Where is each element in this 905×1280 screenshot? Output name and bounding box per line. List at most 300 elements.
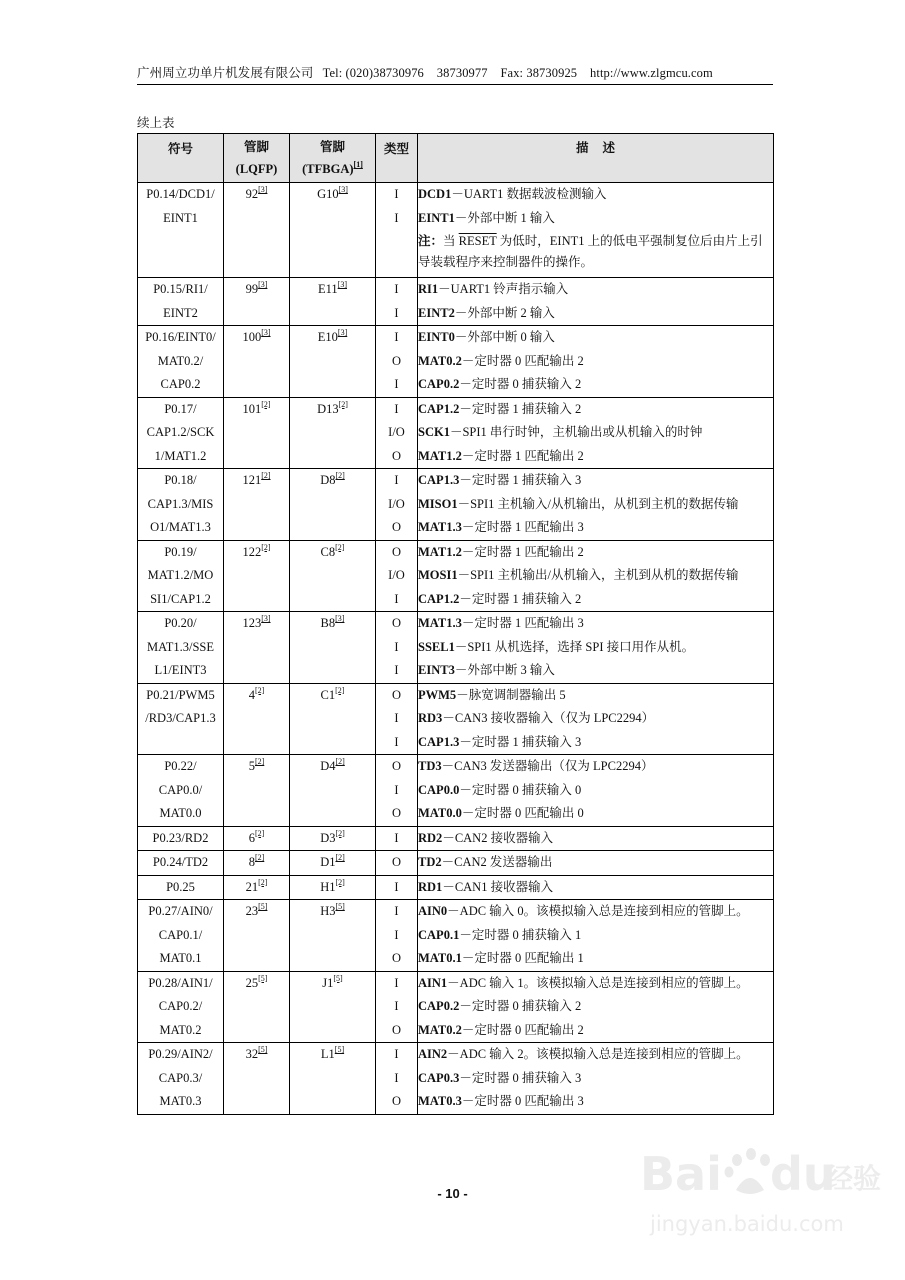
type-line: I bbox=[394, 711, 399, 725]
symbol-line: CAP1.3/MIS bbox=[147, 496, 214, 511]
cell-pin-tfbga bbox=[290, 397, 376, 469]
pin-lqfp-line bbox=[224, 755, 289, 779]
cell-pin-lqfp bbox=[224, 851, 290, 876]
description-line bbox=[418, 564, 773, 588]
type-line: O bbox=[391, 1094, 402, 1108]
signal-description: －定时器 1 捕获输入 3 bbox=[459, 734, 582, 749]
symbol-line: P0.21/PWM5 bbox=[146, 687, 215, 702]
cell-symbol bbox=[138, 469, 224, 541]
description-line bbox=[418, 302, 773, 326]
footnote-ref: [2] bbox=[254, 853, 265, 862]
description-line bbox=[418, 1043, 773, 1067]
header-pin-tfbga: 管脚 (TFBGA)[1] bbox=[290, 134, 376, 183]
pin-tfbga: L1 bbox=[320, 1047, 335, 1061]
signal-name: SCK1 bbox=[418, 425, 450, 439]
type-line: I bbox=[394, 187, 399, 201]
type-line: I/O bbox=[388, 568, 405, 582]
cell-pin-lqfp bbox=[224, 612, 290, 684]
cell-description bbox=[418, 1043, 774, 1115]
continued-label: 续上表 bbox=[137, 115, 175, 130]
description-line bbox=[418, 827, 773, 851]
cell-pin-lqfp bbox=[224, 540, 290, 612]
signal-name: AIN0 bbox=[418, 904, 448, 918]
type-line: I bbox=[394, 663, 399, 677]
signal-description: －外部中断 1 输入 bbox=[454, 210, 555, 225]
cell-description bbox=[418, 397, 774, 469]
symbol-line: P0.27/AIN0/ bbox=[148, 904, 213, 918]
table-row bbox=[138, 826, 774, 851]
footnote-ref: [2] bbox=[254, 757, 265, 766]
signal-description: －SPI1 串行时钟，主机输出或从机输入的时钟 bbox=[449, 425, 703, 439]
symbol-line: P0.23/RD2 bbox=[152, 830, 209, 845]
signal-name: MAT0.2 bbox=[418, 353, 462, 368]
type-line: O bbox=[391, 855, 402, 869]
pin-lqfp-line bbox=[224, 278, 289, 302]
table-row bbox=[138, 183, 774, 278]
cell-description bbox=[418, 469, 774, 541]
table-row bbox=[138, 397, 774, 469]
pin-tfbga-line bbox=[290, 900, 375, 924]
signal-name: MAT0.0 bbox=[418, 806, 462, 820]
cell-pin-lqfp bbox=[224, 326, 290, 398]
cell-pin-tfbga bbox=[290, 278, 376, 326]
symbol-line: /RD3/CAP1.3 bbox=[145, 711, 216, 725]
signal-name: MAT1.3 bbox=[418, 616, 462, 630]
pin-lqfp: 23 bbox=[245, 904, 259, 918]
cell-description bbox=[418, 971, 774, 1043]
signal-description: －CAN3 发送器输出（仅为 LPC2294） bbox=[441, 759, 654, 773]
signal-name: CAP1.3 bbox=[418, 473, 460, 487]
cell-pin-lqfp bbox=[224, 397, 290, 469]
cell-type bbox=[376, 1043, 418, 1115]
description-line bbox=[418, 755, 773, 779]
table-header-row bbox=[138, 134, 774, 183]
footnote-ref: [5] bbox=[258, 973, 268, 983]
type-line: I bbox=[394, 639, 399, 654]
watermark-logo bbox=[640, 1140, 890, 1216]
signal-name: MAT1.2 bbox=[418, 544, 462, 559]
footnote-ref: [2] bbox=[254, 685, 265, 695]
cell-pin-lqfp bbox=[224, 683, 290, 755]
cell-symbol bbox=[138, 875, 224, 900]
footnote-ref: [3] bbox=[258, 185, 268, 194]
cell-type bbox=[376, 612, 418, 684]
symbol-line: MAT0.2/ bbox=[157, 353, 204, 368]
footnote-ref: [2] bbox=[335, 853, 345, 862]
page-header bbox=[137, 63, 773, 83]
table-row bbox=[138, 612, 774, 684]
symbol-line: MAT0.0 bbox=[159, 806, 202, 820]
footnote-ref: [3] bbox=[261, 614, 271, 623]
footnote-ref: [2] bbox=[258, 877, 268, 887]
signal-description: －外部中断 0 输入 bbox=[454, 330, 555, 344]
signal-description: －定时器 0 匹配输出 0 bbox=[461, 806, 584, 820]
cell-symbol bbox=[138, 851, 224, 876]
note-label: 注： bbox=[418, 234, 444, 248]
signal-name: CAP0.0 bbox=[418, 782, 460, 797]
description-line bbox=[418, 326, 773, 350]
pin-tfbga-line bbox=[290, 755, 375, 779]
type-line: I bbox=[394, 401, 399, 416]
type-line: I bbox=[394, 1070, 399, 1085]
signal-name: CAP0.1 bbox=[418, 927, 460, 942]
type-line: I bbox=[394, 473, 399, 487]
pin-tfbga-line bbox=[290, 827, 375, 851]
description-line bbox=[418, 995, 773, 1019]
signal-description: －SPI1 从机选择，选择 SPI 接口用作从机。 bbox=[454, 639, 695, 654]
type-line: O bbox=[391, 448, 402, 463]
description-line bbox=[418, 1067, 773, 1091]
footnote-ref: [5] bbox=[333, 973, 343, 983]
signal-description: －定时器 1 匹配输出 2 bbox=[461, 544, 584, 559]
symbol-line: MAT0.1 bbox=[159, 951, 202, 965]
cell-pin-tfbga bbox=[290, 469, 376, 541]
table-body bbox=[138, 183, 774, 1115]
table-row bbox=[138, 851, 774, 876]
pin-lqfp: 101 bbox=[242, 401, 262, 416]
cell-type bbox=[376, 875, 418, 900]
symbol-line: MAT0.3 bbox=[159, 1094, 202, 1108]
pin-tfbga: C1 bbox=[320, 687, 336, 702]
description-line bbox=[418, 398, 773, 422]
symbol-line: CAP0.0/ bbox=[158, 782, 203, 797]
footnote-ref: [5] bbox=[258, 902, 268, 911]
footnote-ref: [3] bbox=[335, 614, 345, 623]
pin-tfbga-line bbox=[290, 851, 375, 875]
pin-lqfp-line bbox=[224, 851, 289, 875]
note-text-pre: 当 bbox=[443, 234, 459, 248]
signal-description: －UART1 铃声指示输入 bbox=[438, 282, 569, 296]
pin-lqfp: 123 bbox=[242, 616, 262, 630]
cell-type bbox=[376, 971, 418, 1043]
cell-pin-tfbga bbox=[290, 612, 376, 684]
description-line bbox=[418, 373, 773, 397]
symbol-line: MAT1.2/MO bbox=[147, 568, 214, 582]
cell-pin-tfbga bbox=[290, 326, 376, 398]
signal-name: RD1 bbox=[418, 879, 443, 894]
header-desc: 描述 bbox=[418, 134, 774, 183]
cell-symbol bbox=[138, 397, 224, 469]
cell-pin-lqfp bbox=[224, 278, 290, 326]
page-number: - 10 - bbox=[437, 1186, 468, 1201]
description-line bbox=[418, 707, 773, 731]
pin-lqfp: 4 bbox=[248, 687, 255, 702]
pin-lqfp-line bbox=[224, 827, 289, 851]
pin-tfbga: D4 bbox=[320, 759, 336, 773]
table-row bbox=[138, 278, 774, 326]
footnote-ref: [5] bbox=[258, 1045, 268, 1054]
cell-pin-tfbga bbox=[290, 826, 376, 851]
cell-type bbox=[376, 851, 418, 876]
pin-tfbga: J1 bbox=[322, 975, 334, 990]
type-line: I bbox=[394, 330, 399, 344]
signal-description: －定时器 0 匹配输出 3 bbox=[461, 1094, 584, 1108]
footnote-ref: [2] bbox=[261, 471, 271, 480]
signal-name: PWM5 bbox=[418, 687, 457, 702]
description-line bbox=[418, 636, 773, 660]
header-company: 广州周立功单片机发展有限公司 bbox=[137, 66, 314, 80]
footnote-ref: [2] bbox=[335, 542, 345, 552]
signal-name: CAP0.2 bbox=[418, 999, 460, 1013]
type-line: I bbox=[394, 782, 399, 797]
type-line: I bbox=[394, 879, 399, 894]
footnote-ref: [2] bbox=[261, 399, 271, 409]
description-line bbox=[418, 278, 773, 302]
signal-name: SSEL1 bbox=[418, 639, 455, 654]
symbol-line: MAT0.2 bbox=[159, 1022, 202, 1037]
cell-description bbox=[418, 851, 774, 876]
symbol-line: P0.20/ bbox=[164, 616, 197, 630]
signal-name: CAP0.2 bbox=[418, 377, 460, 391]
cell-description bbox=[418, 183, 774, 278]
signal-description: －定时器 0 捕获输入 0 bbox=[459, 782, 582, 797]
cell-type bbox=[376, 900, 418, 972]
description-line bbox=[418, 851, 773, 875]
cell-description bbox=[418, 755, 774, 827]
pin-tfbga: D3 bbox=[320, 830, 336, 845]
cell-pin-tfbga bbox=[290, 875, 376, 900]
table-row bbox=[138, 900, 774, 972]
svg-text:Bai: Bai bbox=[640, 1147, 722, 1201]
pin-lqfp-line bbox=[224, 972, 289, 996]
signal-name: CAP1.2 bbox=[418, 591, 460, 606]
pin-lqfp: 122 bbox=[242, 544, 262, 559]
footnote-ref: [1] bbox=[353, 160, 363, 169]
signal-description: －定时器 1 匹配输出 2 bbox=[461, 448, 584, 463]
watermark-logo-graphic bbox=[640, 1140, 890, 1204]
cell-pin-tfbga bbox=[290, 1043, 376, 1115]
type-line: I bbox=[394, 999, 399, 1013]
pin-lqfp: 8 bbox=[248, 855, 255, 869]
pin-tfbga-line bbox=[290, 398, 375, 422]
type-line: I bbox=[394, 282, 399, 296]
header-type: 类型 bbox=[376, 134, 418, 183]
type-line: O bbox=[391, 520, 402, 534]
pin-tfbga: E11 bbox=[318, 282, 338, 296]
signal-description: －ADC 输入 2。该模拟输入总是连接到相应的管脚上。 bbox=[447, 1047, 749, 1061]
signal-description: －ADC 输入 0。该模拟输入总是连接到相应的管脚上。 bbox=[447, 904, 749, 918]
type-line: I bbox=[394, 830, 399, 845]
signal-description: －定时器 0 捕获输入 3 bbox=[459, 1070, 582, 1085]
cell-description bbox=[418, 612, 774, 684]
cell-pin-lqfp bbox=[224, 875, 290, 900]
type-line: I/O bbox=[388, 496, 405, 511]
type-line: I bbox=[394, 1047, 399, 1061]
note-text-post: 为低时，EINT1 上的低电平强制复位后由片上引导装载程序来控制器件的操作。 bbox=[418, 234, 763, 269]
cell-pin-tfbga bbox=[290, 755, 376, 827]
signal-description: －外部中断 2 输入 bbox=[454, 305, 555, 320]
cell-symbol bbox=[138, 183, 224, 278]
signal-name: MAT1.2 bbox=[418, 448, 462, 463]
description-line bbox=[418, 445, 773, 469]
symbol-line: SI1/CAP1.2 bbox=[150, 591, 211, 606]
cell-pin-tfbga bbox=[290, 540, 376, 612]
pin-lqfp-line bbox=[224, 183, 289, 207]
signal-name: MAT1.3 bbox=[418, 520, 462, 534]
type-line: I bbox=[394, 734, 399, 749]
cell-symbol bbox=[138, 755, 224, 827]
pin-tfbga: D1 bbox=[320, 855, 336, 869]
cell-type bbox=[376, 469, 418, 541]
signal-name: MAT0.1 bbox=[418, 951, 462, 965]
cell-pin-tfbga bbox=[290, 971, 376, 1043]
pin-lqfp-line bbox=[224, 1043, 289, 1067]
cell-description bbox=[418, 826, 774, 851]
cell-description bbox=[418, 326, 774, 398]
footnote-ref: [2] bbox=[335, 757, 345, 766]
signal-name: CAP1.2 bbox=[418, 401, 460, 416]
cell-pin-lqfp bbox=[224, 469, 290, 541]
cell-type bbox=[376, 826, 418, 851]
symbol-line: EINT2 bbox=[163, 305, 198, 320]
footnote-ref: [3] bbox=[337, 328, 348, 337]
pin-tfbga: H3 bbox=[320, 904, 336, 918]
pin-lqfp: 121 bbox=[242, 473, 262, 487]
cell-pin-lqfp bbox=[224, 183, 290, 278]
footnote-ref: [3] bbox=[261, 328, 271, 337]
table-row bbox=[138, 875, 774, 900]
signal-description: －定时器 1 捕获输入 2 bbox=[459, 401, 582, 416]
baidu-watermark bbox=[640, 1140, 890, 1270]
pin-lqfp-line bbox=[224, 900, 289, 924]
description-line bbox=[418, 802, 773, 826]
pin-tfbga-line bbox=[290, 1043, 375, 1067]
type-line: O bbox=[391, 951, 402, 965]
pin-tfbga: B8 bbox=[320, 616, 336, 630]
pin-lqfp: 32 bbox=[245, 1047, 259, 1061]
table-row bbox=[138, 683, 774, 755]
signal-description: －定时器 0 匹配输出 1 bbox=[461, 951, 584, 965]
description-line bbox=[418, 612, 773, 636]
footnote-ref: [2] bbox=[261, 542, 271, 552]
table-row bbox=[138, 326, 774, 398]
pin-tfbga: E10 bbox=[317, 330, 338, 344]
signal-description: －脉宽调制器输出 5 bbox=[456, 687, 566, 702]
symbol-line: P0.14/DCD1/ bbox=[146, 187, 215, 201]
symbol-line: P0.16/EINT0/ bbox=[145, 330, 216, 344]
signal-name: MISO1 bbox=[418, 496, 458, 511]
cell-description bbox=[418, 683, 774, 755]
description-line bbox=[418, 207, 773, 231]
signal-description: －定时器 1 捕获输入 3 bbox=[459, 473, 582, 487]
description-line bbox=[418, 779, 773, 803]
table-row bbox=[138, 971, 774, 1043]
description-line bbox=[418, 421, 773, 445]
pin-tfbga-line bbox=[290, 183, 375, 207]
cell-description bbox=[418, 540, 774, 612]
cell-symbol bbox=[138, 971, 224, 1043]
signal-description: －定时器 0 捕获输入 2 bbox=[459, 999, 582, 1013]
signal-name: MAT0.3 bbox=[418, 1094, 462, 1108]
pin-lqfp-line bbox=[224, 876, 289, 900]
pin-tfbga: D13 bbox=[317, 401, 339, 416]
symbol-line: CAP0.1/ bbox=[158, 927, 203, 942]
description-line bbox=[418, 183, 773, 207]
description-line bbox=[418, 588, 773, 612]
cell-type bbox=[376, 755, 418, 827]
signal-description: －定时器 1 捕获输入 2 bbox=[459, 591, 582, 606]
signal-name: EINT2 bbox=[418, 305, 455, 320]
cell-pin-tfbga bbox=[290, 900, 376, 972]
cell-pin-lqfp bbox=[224, 826, 290, 851]
header-rule bbox=[137, 84, 773, 85]
type-line: O bbox=[391, 544, 402, 559]
cell-symbol bbox=[138, 326, 224, 398]
pin-description-table bbox=[137, 133, 774, 1115]
description-line bbox=[418, 493, 773, 517]
pin-lqfp-line bbox=[224, 612, 289, 636]
table-row bbox=[138, 540, 774, 612]
cell-symbol bbox=[138, 540, 224, 612]
signal-name: EINT1 bbox=[418, 210, 455, 225]
pin-tfbga: C8 bbox=[320, 544, 336, 559]
signal-name: MAT0.2 bbox=[418, 1022, 462, 1037]
symbol-line: 1/MAT1.2 bbox=[154, 448, 207, 463]
cell-pin-lqfp bbox=[224, 971, 290, 1043]
description-line bbox=[418, 876, 773, 900]
footnote-ref: [2] bbox=[335, 685, 345, 695]
cell-pin-lqfp bbox=[224, 755, 290, 827]
footnote-ref: [3] bbox=[338, 185, 348, 194]
pin-lqfp: 92 bbox=[245, 187, 259, 201]
cell-description bbox=[418, 278, 774, 326]
watermark-url: jingyan.baidu.com bbox=[650, 1212, 844, 1236]
footnote-ref: [3] bbox=[258, 280, 268, 289]
footnote-ref: [2] bbox=[254, 828, 265, 838]
pin-lqfp: 5 bbox=[248, 759, 255, 773]
reset-signal: RESET bbox=[458, 234, 497, 248]
description-line bbox=[418, 684, 773, 708]
symbol-line: P0.24/TD2 bbox=[152, 855, 209, 869]
pin-lqfp-line bbox=[224, 398, 289, 422]
description-line bbox=[418, 1090, 773, 1114]
symbol-line: EINT1 bbox=[163, 210, 198, 225]
signal-name: RD2 bbox=[418, 830, 443, 845]
type-line bbox=[376, 254, 417, 278]
pin-tfbga-line bbox=[290, 684, 375, 708]
pin-lqfp-line bbox=[224, 541, 289, 565]
cell-symbol bbox=[138, 612, 224, 684]
cell-pin-lqfp bbox=[224, 1043, 290, 1115]
type-line: I bbox=[394, 210, 399, 225]
symbol-line: O1/MAT1.3 bbox=[150, 520, 211, 534]
signal-name: CAP1.3 bbox=[418, 734, 460, 749]
description-line bbox=[418, 900, 773, 924]
pin-lqfp: 99 bbox=[245, 282, 259, 296]
pin-tfbga: H1 bbox=[320, 879, 336, 894]
symbol-line: CAP0.3/ bbox=[158, 1070, 203, 1085]
description-line bbox=[418, 516, 773, 540]
signal-description: －CAN2 接收器输入 bbox=[442, 830, 554, 845]
type-line: O bbox=[391, 1022, 402, 1037]
cell-pin-tfbga bbox=[290, 683, 376, 755]
signal-description: －定时器 0 捕获输入 1 bbox=[459, 927, 582, 942]
pin-tfbga-line bbox=[290, 326, 375, 350]
type-line: I bbox=[394, 591, 399, 606]
pin-tfbga: D8 bbox=[320, 473, 336, 487]
symbol-line: CAP0.2/ bbox=[158, 999, 203, 1013]
signal-name: CAP0.3 bbox=[418, 1070, 460, 1085]
signal-description: －定时器 0 捕获输入 2 bbox=[459, 377, 582, 391]
signal-name: EINT3 bbox=[418, 663, 455, 677]
pin-tfbga-line bbox=[290, 541, 375, 565]
footnote-ref: [2] bbox=[338, 399, 348, 409]
type-line: O bbox=[391, 759, 402, 773]
type-line: O bbox=[391, 353, 402, 368]
pin-lqfp: 25 bbox=[245, 975, 259, 990]
footnote-ref: [5] bbox=[335, 902, 345, 911]
description-line bbox=[418, 1019, 773, 1043]
